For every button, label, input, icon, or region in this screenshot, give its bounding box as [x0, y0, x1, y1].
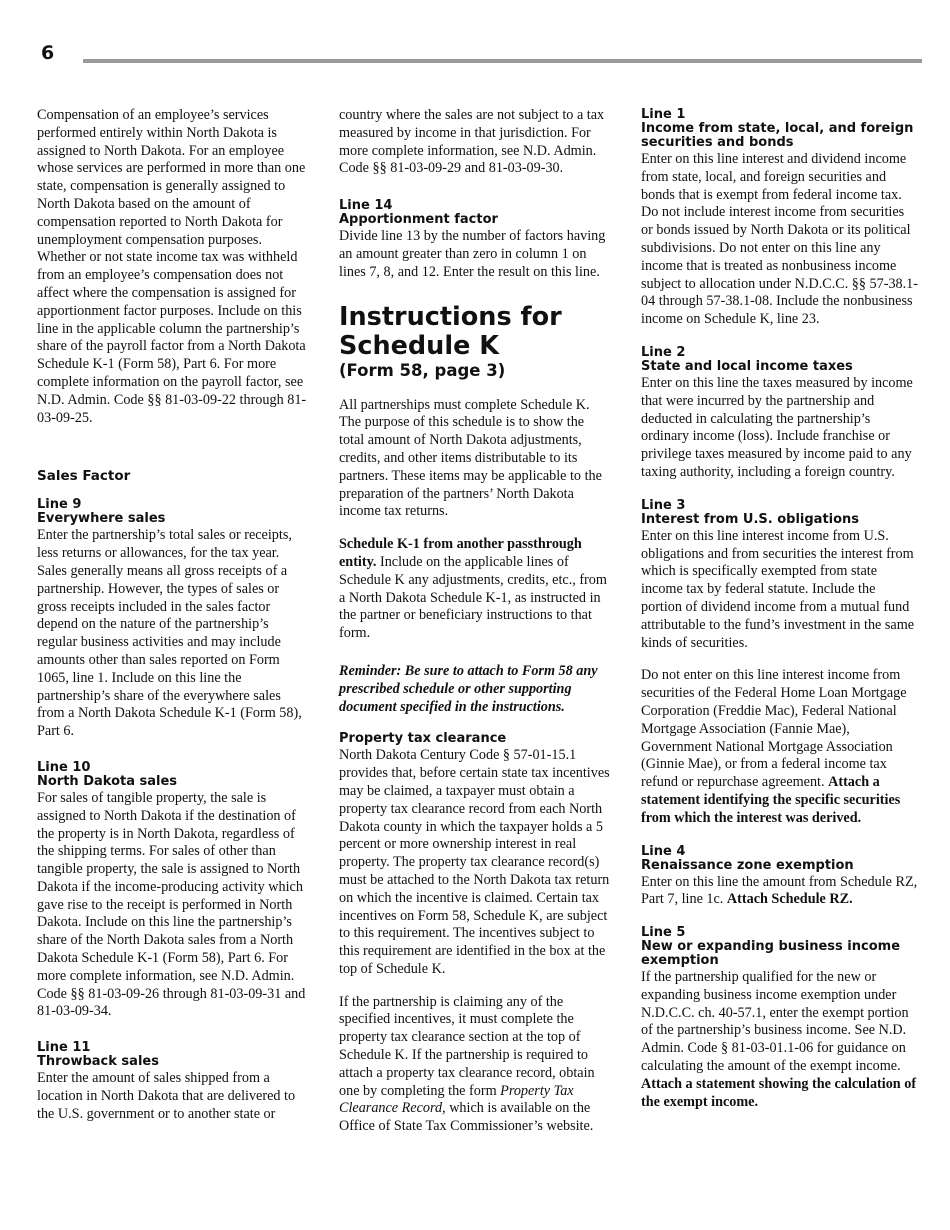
line-4-label: Line 4	[641, 843, 686, 859]
line-10-title: North Dakota sales	[37, 773, 178, 789]
column-3	[641, 107, 919, 1124]
line-5-text	[641, 969, 919, 1111]
ptc2-form-name: Property Tax Clearance Record	[339, 1082, 574, 1117]
line-2-text: Enter on this line the taxes measured by income that were incurred by the partnership and deducted in calculating the partnership’s ordinary income (loss). Include franchise or privilege taxes measured by income paid to any taxing authority, including a foreign country.	[641, 374, 913, 480]
k1-passthrough-paragraph	[339, 536, 611, 643]
line-2-section	[641, 345, 919, 482]
line-1-section	[641, 107, 919, 329]
header-rule	[83, 59, 922, 63]
line-4-section	[641, 844, 919, 910]
property-tax-clearance-title: Property tax clearance	[339, 731, 507, 747]
column-1	[37, 107, 309, 1137]
line-5-title: New or expanding business income exemption	[641, 939, 901, 969]
line-3-label: Line 3	[641, 497, 686, 513]
property-tax-clearance-text: North Dakota Century Code § 57-01-15.1 provides that, before certain state tax incentives may be claimed, a taxpayer must obtain a property tax clearance record from each North Dakota county in which the taxpayer holds a 5 percent or more ownership interest in real property. The property tax clearance record(s) must be attached to the North Dakota tax return on which the incentive is claimed. Certain tax incentives on Form 58, Schedule K, are subject to this requirement. The incentives subject to this requirement are identified in the box at the top of Schedule K.	[339, 747, 610, 977]
line-14-section	[339, 198, 611, 281]
throwback-continuation: country where the sales are not subject to a tax measured by income in that jurisdiction. For more complete information, see N.D. Admin. Code §§ 81-03-09-29 and 81-03-09-30.	[339, 107, 605, 177]
line-2-title: State and local income taxes	[641, 358, 853, 374]
schedule-k-heading-line2: Schedule K	[339, 330, 500, 361]
line-11-text: Enter the amount of sales shipped from a location in North Dakota that are delivered to the U.S. government or to another state or	[37, 1070, 296, 1122]
line-4-text	[641, 874, 919, 910]
column-2	[339, 107, 611, 1151]
reminder-note: Reminder: Be sure to attach to Form 58 any prescribed schedule or other supporting document specified in the instructions.	[339, 662, 598, 715]
line-4-attach: Attach Schedule RZ.	[726, 891, 853, 908]
property-tax-clearance-paragraph-2	[339, 994, 611, 1136]
line-5-section	[641, 925, 919, 1111]
line-11-section	[37, 1040, 309, 1123]
ptc2-text-b: , which is available on the Office of State Tax Commissioner’s website.	[339, 1100, 594, 1135]
compensation-paragraph: Compensation of an employee’s services performed entirely within North Dakota is assigned to North Dakota. For an employee whose services are performed in more than one state, compensation is generally assigned to North Dakota based on the amount of compensation reported to North Dakota for unemployment compensation purposes. Whether or not state income tax was withheld from an employee’s compensation does not affect where the compensation is assigned for apportionment factor purposes. Include on this line in the applicable column the partnership’s share of the payroll factor from a North Dakota Schedule K-1 (Form 58), Part 6. For more complete information on the payroll factor, see N.D. Admin. Code §§ 81-03-09-22 through 81-03-09-25.	[37, 107, 307, 426]
line-14-title: Apportionment factor	[339, 212, 498, 228]
k1-passthrough-text: Include on the applicable lines of Schedule K any adjustments, credits, etc., from a North Dakota Schedule K-1, as instructed in the partner or beneficiary instructions to that form.	[339, 553, 607, 642]
schedule-k-heading-line1: Instructions for	[339, 301, 562, 332]
line-3-section	[641, 498, 919, 828]
line-11-title: Throwback sales	[37, 1054, 159, 1070]
page-number: 6	[41, 42, 55, 64]
line-3-text-2	[641, 667, 919, 827]
all-partnerships-paragraph: All partnerships must complete Schedule K. The purpose of this schedule is to show the total amount of North Dakota adjustments, credits, and other items distributable to its partners. These items may be applicable to the preparation of the partners’ North Dakota income tax returns.	[339, 396, 602, 520]
line-11-label: Line 11	[37, 1040, 91, 1056]
line-3-title: Interest from U.S. obligations	[641, 511, 860, 527]
line-10-section	[37, 760, 309, 1021]
line-5-label: Line 5	[641, 925, 686, 941]
ptc2-text-a: If the partnership is claiming any of the specified incentives, it must complete the property tax clearance section at the top of Schedule K. If the partnership is required to attach a property tax clearance record, obtain one by completing the form	[339, 993, 595, 1099]
line-9-section	[37, 497, 309, 741]
line-9-label: Line 9	[37, 497, 82, 513]
line-1-label: Line 1	[641, 107, 686, 122]
line-3-attach-statement: Attach a statement identifying the specific securities from which the interest was derived.	[641, 774, 901, 826]
line-14-label: Line 14	[339, 198, 393, 214]
line-1-title: Income from state, local, and foreign securities and bonds	[641, 121, 914, 150]
line-10-text: For sales of tangible property, the sale is assigned to North Dakota if the destination of the property is in North Dakota, regardless of the shipping terms. For sales of other than tangible property, the sale is assigned to North Dakota if the income-producing activity which gave rise to the receipt is performed in North Dakota. Include on this line the partnership’s share of the North Dakota sales from a North Dakota Schedule K-1 (Form 58), Part 6. For more complete information, see N.D. Admin. Code §§ 81-03-09-26 through 81-03-09-31 and 81-03-09-34.	[37, 789, 306, 1020]
line-3-text: Enter on this line interest income from U.S. obligations and from securities the interest from which is specifically exempted from state income tax by federal statute. Include the portion of dividend income from a mutual fund attributable to the fund’s investment in the same kinds of securities.	[641, 527, 915, 651]
line-9-title: Everywhere sales	[37, 511, 166, 527]
line-4-title: Renaissance zone exemption	[641, 857, 854, 873]
line-4-text-a: Enter on this line the amount from Schedule RZ, Part 7, line 1c.	[641, 873, 918, 908]
schedule-k-subheading: (Form 58, page 3)	[339, 360, 506, 380]
k1-passthrough-bold: Schedule K-1 from another passthrough entity.	[339, 536, 582, 570]
sales-factor-heading: Sales Factor	[37, 468, 131, 485]
line-1-text: Enter on this line interest and dividend income from state, local, and foreign securities and bonds that is exempt from federal income tax. Do not include interest income from securities or bonds issued by North Dakota or its political subdivisions. Do not enter on this line any income that is treated as nonbusiness income subject to allocation under N.D.C.C. §§ 57-38.1-04 through 57-38.1-08. Include the nonbusiness income on Schedule K, line 23.	[641, 151, 919, 328]
line-14-text: Divide line 13 by the number of factors having an amount greater than zero in column 1 on lines 7, 8, and 12. Enter the result on this line.	[339, 228, 606, 280]
line-3-text-2a: Do not enter on this line interest income from securities of the Federal Home Loan Mortgage Corporation (Freddie Mac), Federal National Mortgage Association (Fannie Mae), Government National Mortgage Association (Ginnie Mae), or from a federal income tax refund or repurchase agreement.	[641, 667, 907, 791]
line-5-text-a: If the partnership qualified for the new or expanding business income exemption under N.D.C.C. ch. 40-57.1, enter the exempt portion of the partnership’s business income. See N.D. Admin. Code § 81-03-01.1-06 for guidance on calculating the amount of the exempt income.	[641, 969, 909, 1075]
line-2-label: Line 2	[641, 344, 686, 360]
line-9-text: Enter the partnership’s total sales or receipts, less returns or allowances, for the tax year. Sales generally means all gross receipts of a partnership. However, the types of sales or gross receipts included in the sales factor depend on the nature of the partnership’s regular business activities and may include amounts other than sales reported on Form 1065, line 1. Include on this line the partnership’s share of the everywhere sales from a North Dakota Schedule K-1 (Form 58), Part 6.	[37, 527, 302, 740]
line-10-label: Line 10	[37, 759, 91, 775]
line-5-attach: Attach a statement showing the calculation of the exempt income.	[641, 1075, 917, 1110]
